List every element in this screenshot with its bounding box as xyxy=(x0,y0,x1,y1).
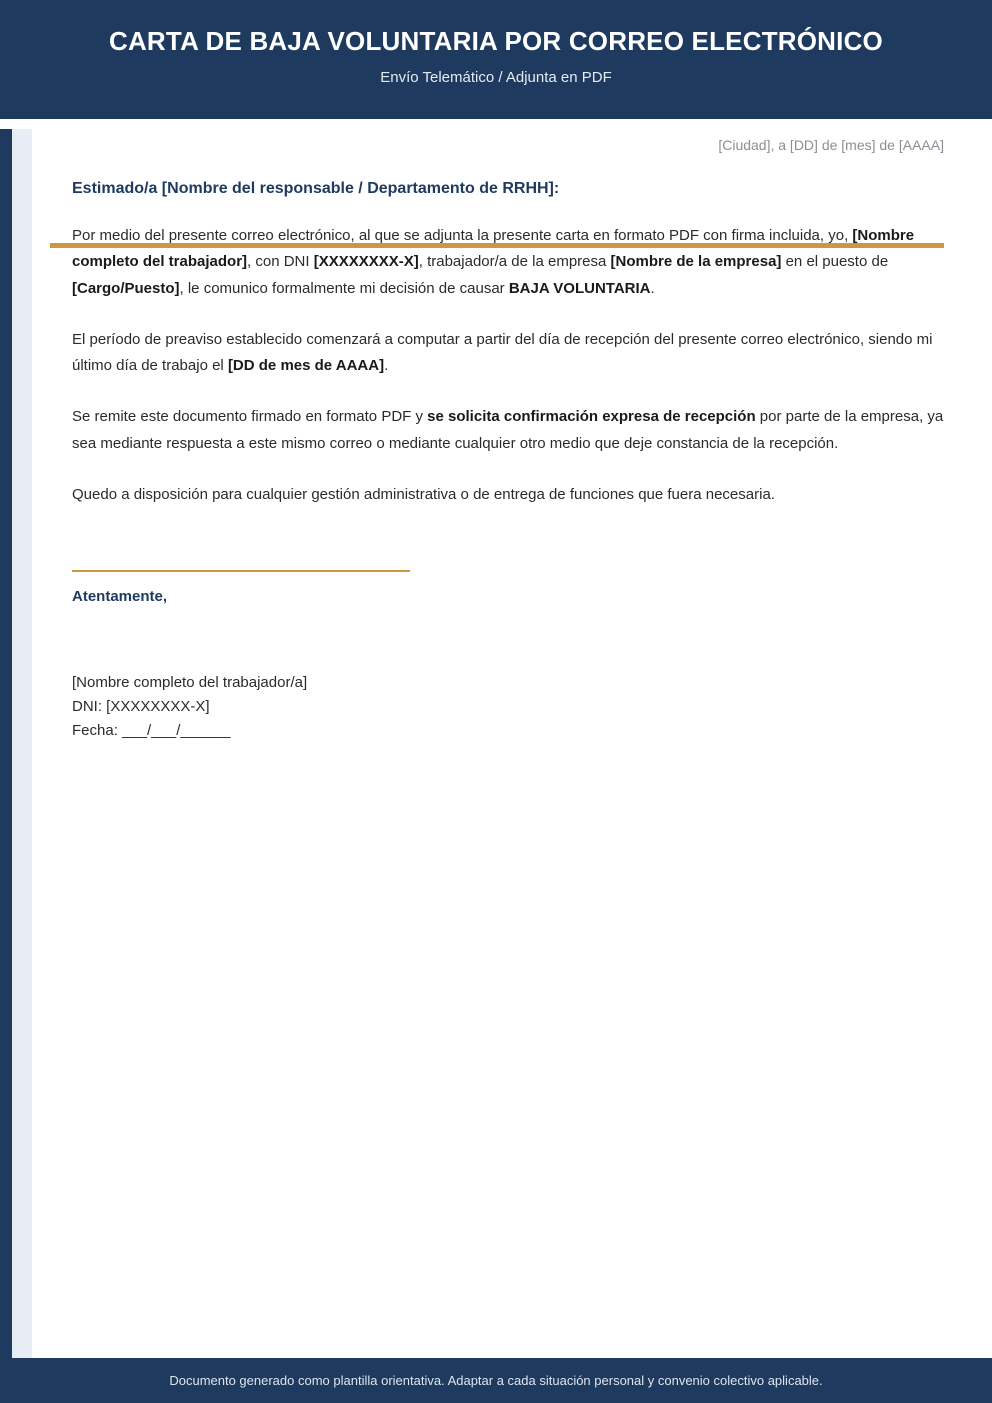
footer-text: Documento generado como plantilla orientativa. Adaptar a cada situación personal y convenio colectivo aplicable. xyxy=(169,1373,823,1388)
closing-label: Atentamente, xyxy=(72,588,168,605)
signature-name: [Nombre completo del trabajador/a] xyxy=(72,674,308,691)
document-footer-banner xyxy=(0,1358,992,1403)
body-paragraph-4: Quedo a disposición para cualquier gestión administrativa o de entrega de funciones que fuera necesaria. xyxy=(72,485,775,503)
body-paragraph-3: Se remite este documento firmado en formato PDF y se solicita confirmación expresa de recepción por parte de la empresa, ya sea mediante respuesta a este mismo correo o mediante cualquier otro medio que deje constancia de la recepción. xyxy=(72,408,944,452)
signature-block xyxy=(72,671,944,743)
left-accent-strip-navy xyxy=(0,129,12,1358)
body-paragraph-2: El período de preaviso establecido comenzará a computar a partir del día de recepción del presente correo electrónico, siendo mi último día de trabajo el [DD de mes de AAAA]. xyxy=(72,330,933,374)
document-content xyxy=(72,119,944,743)
signature-dni: DNI: [XXXXXXXX-X] xyxy=(72,698,210,715)
body-paragraph-1: Por medio del presente correo electrónico, al que se adjunta la presente carta en formato PDF con firma incluida, yo, [Nombre completo del trabajador], con DNI [XXXXXXXX-X], trabajador/a de la empresa [Nombre de la empresa] en el puesto de [Cargo/Puesto], le comunico formalmente mi decisión de causar BAJA VOLUNTARIA. xyxy=(72,227,915,297)
document-header-banner xyxy=(0,0,992,119)
signature-gold-divider xyxy=(72,570,410,572)
left-accent-strip-light xyxy=(12,129,32,1358)
document-page xyxy=(0,119,992,1358)
salutation: Estimado/a [Nombre del responsable / Departamento de RRHH]: xyxy=(72,180,560,197)
page-title: CARTA DE BAJA VOLUNTARIA POR CORREO ELECTRÓNICO xyxy=(108,26,883,56)
page-subtitle: Envío Telemático / Adjunta en PDF xyxy=(380,69,612,87)
signature-date: Fecha: ___/___/______ xyxy=(72,722,231,739)
date-line: [Ciudad], a [DD] de [mes] de [AAAA] xyxy=(718,137,944,153)
